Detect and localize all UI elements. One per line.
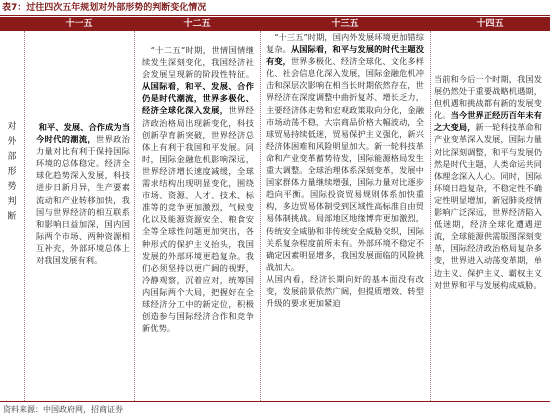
text-run: 新一轮科技革命和产业变革深入发展，国际力量对比深刻调整，和平与发展仍然是时代主题，人类命运共同体理念深入人心。同时，国际环境日趋复杂，不稳定性不确定性明显增加，新冠肺炎疫情影响广泛深远，世界经济陷入低迷期，经济全球化遭遇逆流，全球能源供需版图深刻变革，国际经济政治格局复杂多变，世界进入动荡变革期，单边主义、保护主义、霸权主义对世界和平与发展构成威胁。 — [434, 122, 542, 290]
row-label: 对外部形势判断 — [7, 122, 17, 222]
cell-12th-plan — [142, 44, 254, 334]
bold-text-run: 从国际看，和平与发展的时代主题没有变， — [266, 44, 424, 67]
column-header-4: 十四五 — [476, 19, 504, 29]
text-run: “十二五”时期，世情国情继续发生深刻变化，我国经济社会发展呈现新的阶段性特征。 — [142, 45, 254, 80]
text-run: 当前和今后一个时期，我国发展仍然处于重要战略机遇期，但机遇和挑战都有新的发展变化。 — [434, 74, 542, 121]
text-run: 世界多极化、经济全球化、文化多样化、社会信息化深入发展，国际金融危机冲击和深层次影响在相当长时期依然存在，世界经济在深度调整中曲折复苏、增长乏力，主要经济体走势和宏观政策取向分化，金融市场动荡不稳，大宗商品价格大幅波动，全球贸易持续低迷，贸易保护主义强化，新兴经济体困难和风险明显加大。新一轮科技革命和产业变革蓄势待发，国际能源格局发生重大调整。全球治理体系深刻变革，发展中国家群体力量继续增强，国际力量对比逐步趋向平衡。国际投资贸易规则体系加快重构，多边贸易体制受到区域性高标准自由贸易体制挑战。局部地区地缘博弈更加激烈，传统安全威胁和非传统安全威胁交织，国际关系复杂程度前所未有。外部环境不稳定不确定因素明显增多，我国发展面临的风险挑战加大。 — [266, 56, 424, 272]
source-note: 资料来源：中国政府网，招商证券 — [3, 405, 123, 414]
top-rule — [0, 15, 550, 16]
text-run: 从国内看，经济长期向好的基本面没有改变，发展前景依然广阔，但提质增效、转型升级的要求更加紧迫 — [266, 273, 424, 309]
column-header-1: 十一五 — [65, 19, 93, 29]
cell-14th-plan — [434, 73, 542, 291]
text-run: 世界政治力量对比有利于保持国际环境的总体稳定。经济全球化趋势深入发展，科技进步日新月异，生产要素流动和产业转移加快，我国与世界经济的相互联系和影响日益加深，国内国际两个市场、两种资源相互补充，外部环境总体上对我国发展有利。 — [36, 134, 130, 266]
cell-11th-plan — [36, 121, 130, 266]
bottom-rule — [0, 401, 550, 402]
text-run: 世界经济政治格局出现新变化，科技创新孕育新突破，世界经济总体上有利于我国和平发展。同时，国际金融危机影响深远，世界经济增长速度减缓，全球需求结构出现明显变化，围绕市场、资源、人才、技术、标准等的竞争更加激烈，气候变化以及能源资源安全、粮食安全等全球性问题更加突出，各种形式的保护主义抬头，我国发展的外部环境更趋复杂。我们必须坚持以更广阔的视野，冷静观察，沉着应对，统筹国内国际两个大局，把握好在全球经济分工中的新定位，积极创造参与国际经济合作和竞争新优势。 — [142, 105, 254, 334]
column-header-3: 十三五 — [331, 19, 359, 29]
text-run: “十三五”时期，国内外发展环境更加错综复杂。 — [266, 32, 424, 55]
column-header-2: 十二五 — [183, 19, 211, 29]
bold-text-run: 和平、发展、合作成为当今时代的潮流， — [36, 122, 130, 145]
table-header — [0, 17, 550, 31]
bold-text-run: 从国际看，和平、发展、合作仍是时代潮流，世界多极化、经济全球化深入发展， — [142, 81, 254, 116]
bold-text-run: 当今世界正经历百年未有之大变局， — [434, 110, 542, 133]
table-title: 表7：过往四次五年规划对外部形势的判断变化情况 — [2, 3, 207, 13]
cell-13th-plan — [266, 31, 424, 309]
